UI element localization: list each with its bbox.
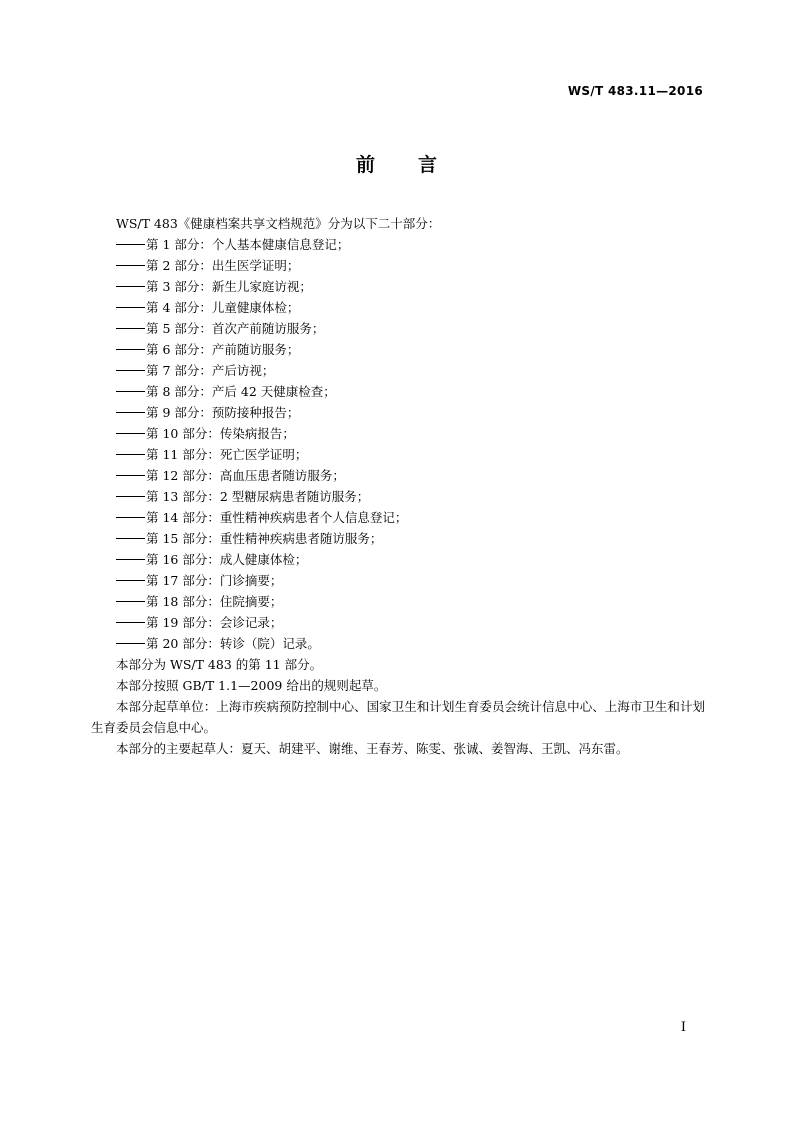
list-item [91, 339, 705, 360]
list-item [91, 276, 705, 297]
list-item-text: 第 2 部分：出生医学证明； [146, 258, 300, 273]
list-item [91, 528, 705, 549]
drafting-rules-statement: 本部分按照 GB/T 1.1—2009 给出的规则起草。 [116, 678, 387, 693]
parts-list [91, 234, 705, 654]
list-item [91, 570, 705, 591]
list-item-text: 第 10 部分：传染病报告； [146, 426, 295, 441]
list-item-text: 第 20 部分：转诊（院）记录。 [146, 636, 320, 651]
list-item-text: 第 16 部分：成人健康体检； [146, 552, 308, 567]
list-item-text: 第 19 部分：会诊记录； [146, 615, 283, 630]
title-char-2: 言 [418, 154, 439, 176]
list-item [91, 255, 705, 276]
list-item [91, 507, 705, 528]
em-dash [116, 475, 145, 476]
em-dash [116, 517, 145, 518]
intro-paragraph: WS/T 483《健康档案共享文档规范》分为以下二十部分： [116, 216, 441, 231]
list-item [91, 234, 705, 255]
list-item-text: 第 4 部分：儿童健康体检； [146, 300, 300, 315]
em-dash [116, 307, 145, 308]
list-item-text: 第 9 部分：预防接种报告； [146, 405, 300, 420]
this-part-statement: 本部分为 WS/T 483 的第 11 部分。 [116, 657, 323, 672]
em-dash [116, 391, 145, 392]
em-dash [116, 412, 145, 413]
em-dash [116, 370, 145, 371]
list-item-text: 第 5 部分：首次产前随访服务； [146, 321, 325, 336]
list-item-text: 第 8 部分：产后 42 天健康检查； [146, 384, 336, 399]
em-dash [116, 538, 145, 539]
list-item-text: 第 1 部分：个人基本健康信息登记； [146, 237, 350, 252]
em-dash [116, 433, 145, 434]
list-item-text: 第 12 部分：高血压患者随访服务； [146, 468, 345, 483]
em-dash [116, 622, 145, 623]
page-number: I [680, 1020, 686, 1035]
em-dash [116, 559, 145, 560]
em-dash [116, 328, 145, 329]
em-dash [116, 580, 145, 581]
list-item-text: 第 7 部分：产后访视； [146, 363, 275, 378]
list-item [91, 549, 705, 570]
list-item-text: 第 17 部分：门诊摘要； [146, 573, 283, 588]
drafting-units-statement: 本部分起草单位：上海市疾病预防控制中心、国家卫生和计划生育委员会统计信息中心、上海市卫生和计划生育委员会信息中心。 [91, 699, 705, 735]
list-item-text: 第 6 部分：产前随访服务； [146, 342, 300, 357]
list-item [91, 402, 705, 423]
title-char-1: 前 [355, 154, 376, 176]
em-dash [116, 643, 145, 644]
page-title [0, 150, 794, 177]
list-item-text: 第 11 部分：死亡医学证明； [146, 447, 308, 462]
list-item [91, 486, 705, 507]
list-item [91, 423, 705, 444]
list-item [91, 381, 705, 402]
list-item-text: 第 14 部分：重性精神疾病患者个人信息登记； [146, 510, 408, 525]
list-item [91, 591, 705, 612]
em-dash [116, 265, 145, 266]
drafters-statement: 本部分的主要起草人：夏天、胡建平、谢维、王春芳、陈雯、张诚、姜智海、王凯、冯东雷。 [116, 741, 629, 756]
list-item [91, 360, 705, 381]
list-item [91, 633, 705, 654]
list-item [91, 318, 705, 339]
em-dash [116, 244, 145, 245]
list-item [91, 444, 705, 465]
em-dash [116, 601, 145, 602]
list-item [91, 297, 705, 318]
list-item [91, 612, 705, 633]
foreword-body [91, 213, 705, 759]
list-item-text: 第 3 部分：新生儿家庭访视； [146, 279, 312, 294]
document-code: WS/T 483.11—2016 [567, 84, 703, 98]
list-item-text: 第 18 部分：住院摘要； [146, 594, 283, 609]
em-dash [116, 286, 145, 287]
em-dash [116, 454, 145, 455]
list-item-text: 第 13 部分：2 型糖尿病患者随访服务； [146, 489, 370, 504]
list-item [91, 465, 705, 486]
em-dash [116, 496, 145, 497]
em-dash [116, 349, 145, 350]
list-item-text: 第 15 部分：重性精神疾病患者随访服务； [146, 531, 383, 546]
